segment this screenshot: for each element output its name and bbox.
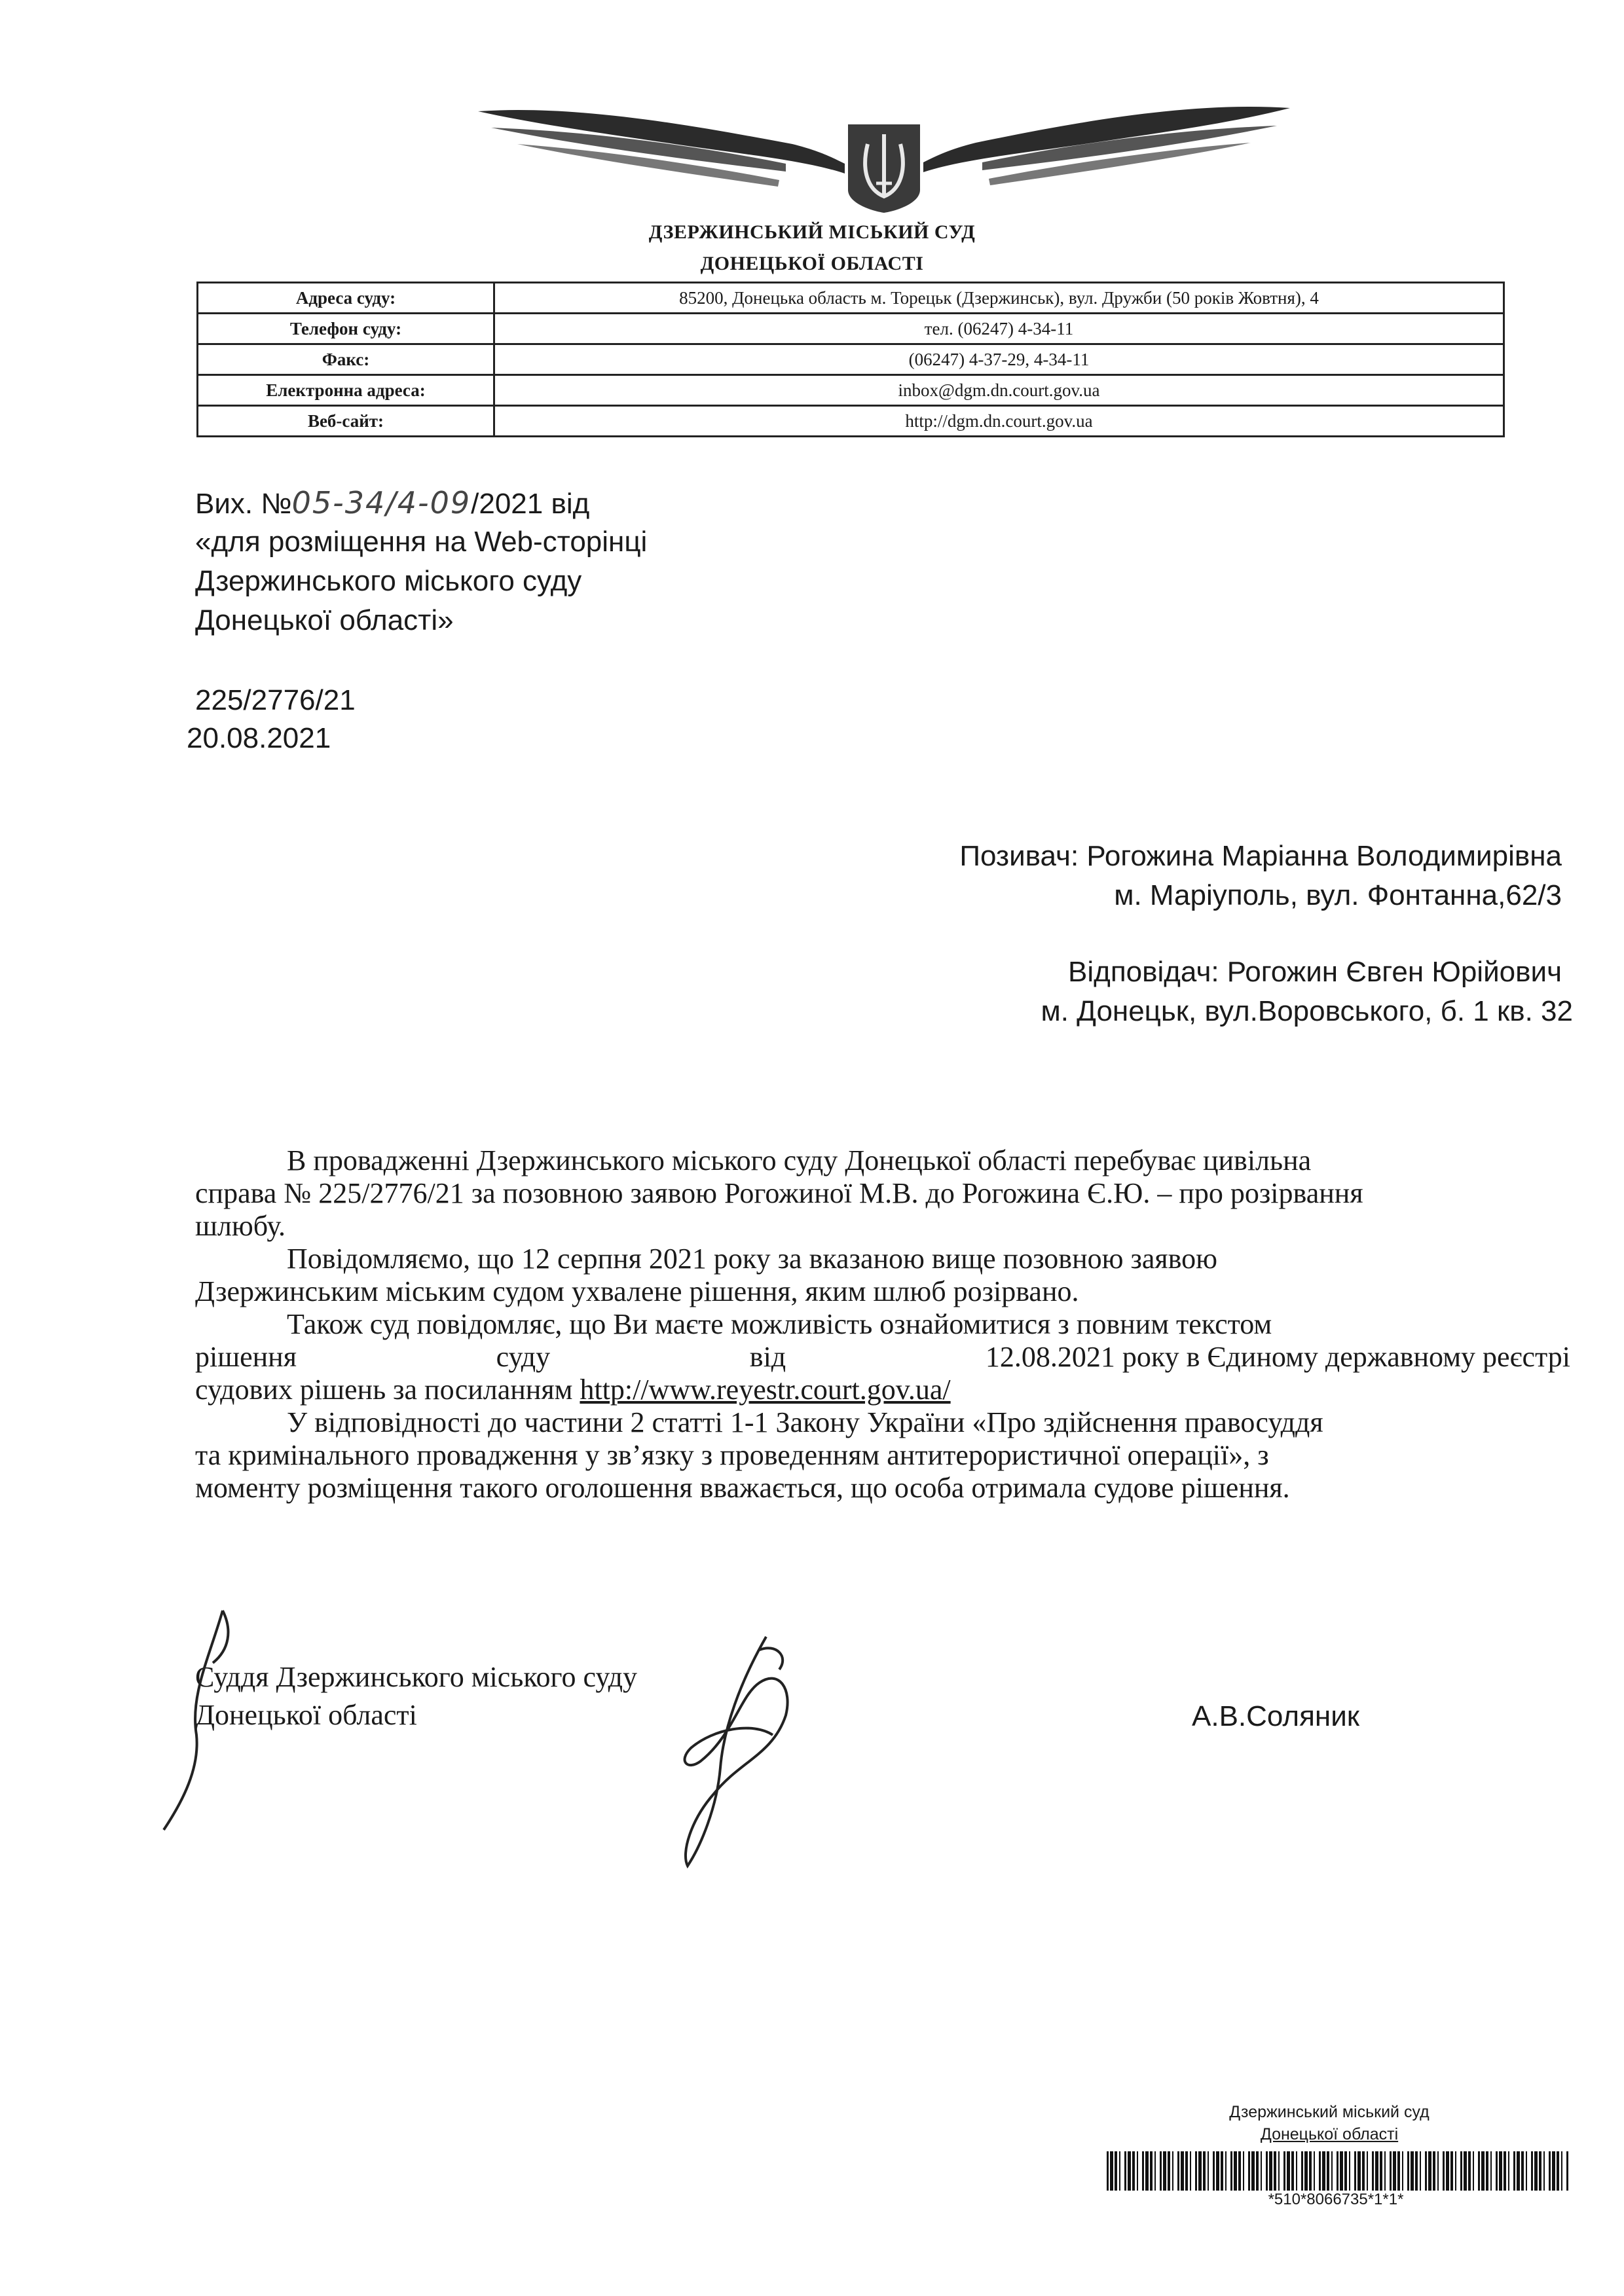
barcode-bar xyxy=(1261,2151,1262,2191)
barcode-bar xyxy=(1380,2151,1382,2191)
barcode-bar xyxy=(1198,2151,1202,2191)
table-row xyxy=(198,344,1504,375)
barcode-bar xyxy=(1526,2151,1527,2191)
stamp-court-name: Дзержинський міський суд xyxy=(1229,2103,1430,2121)
email-label: Електронна адреса: xyxy=(198,375,494,406)
barcode-bar xyxy=(1428,2151,1431,2191)
coat-of-arms-emblem xyxy=(478,98,1290,213)
letter-date: 20.08.2021 xyxy=(187,722,331,754)
barcode-bar xyxy=(1446,2151,1449,2191)
court-name: ДЗЕРЖИНСЬКИЙ МІСЬКИЙ СУД xyxy=(648,221,976,243)
barcode-bar xyxy=(1327,2151,1329,2191)
barcode-bar xyxy=(1367,2151,1368,2191)
paragraph-line: шлюбу. xyxy=(195,1210,286,1242)
barcode-bar xyxy=(1534,2151,1538,2191)
signature-stroke-left xyxy=(151,1604,242,1833)
stamp-region: Донецької області xyxy=(1260,2125,1399,2143)
paragraph-line: Дзержинським міським судом ухвалене рішення, яким шлюб розірвано. xyxy=(195,1275,1079,1307)
handwritten-number: 05-34/4-09 xyxy=(291,485,471,520)
barcode-bar xyxy=(1172,2151,1173,2191)
barcode-bar xyxy=(1531,2151,1533,2191)
barcode-bar xyxy=(1160,2151,1162,2191)
barcode-bar xyxy=(1362,2151,1365,2191)
judge-title: Суддя Дзержинського міського суду xyxy=(195,1661,638,1693)
body-text xyxy=(195,1144,1570,1504)
barcode-bar xyxy=(1190,2151,1191,2191)
email-value: inbox@dgm.dn.court.gov.ua xyxy=(494,375,1504,406)
phone-label: Телефон суду: xyxy=(198,314,494,344)
court-contacts-table xyxy=(196,282,1505,437)
barcode-bar xyxy=(1521,2151,1524,2191)
barcode-bar xyxy=(1331,2151,1333,2191)
barcode-bar xyxy=(1397,2151,1400,2191)
barcode-bar xyxy=(1437,2151,1439,2191)
barcode-bar xyxy=(1384,2151,1386,2191)
judge-name: А.В.Соляник xyxy=(1192,1700,1360,1732)
barcode-bar xyxy=(1225,2151,1227,2191)
barcode-bar xyxy=(1372,2151,1374,2191)
barcode-bar xyxy=(1481,2151,1485,2191)
barcode-bar xyxy=(1513,2151,1515,2191)
barcode xyxy=(1107,2151,1572,2191)
paragraph-line: та кримінального провадження у зв’язку з проведенням антитерористичної операції», з xyxy=(195,1439,1269,1471)
barcode-bar xyxy=(1163,2151,1166,2191)
address-value: 85200, Донецька область м. Торецьк (Дзержинськ), вул. Дружби (50 років Жовтня), 4 xyxy=(494,283,1504,314)
barcode-bar xyxy=(1248,2151,1250,2191)
barcode-bar xyxy=(1203,2151,1206,2191)
barcode-bar xyxy=(1266,2151,1268,2191)
barcode-bar xyxy=(1433,2151,1435,2191)
barcode-bar xyxy=(1115,2151,1117,2191)
barcode-bar xyxy=(1132,2151,1135,2191)
barcode-bar xyxy=(1213,2151,1215,2191)
paragraph-line: Також суд повідомляє, що Ви маєте можливість ознайомитися з повним текстом xyxy=(287,1308,1272,1340)
barcode-bar xyxy=(1539,2151,1541,2191)
plaintiff-name: Позивач: Рогожина Маріанна Володимирівна xyxy=(959,840,1562,872)
barcode-bar xyxy=(1145,2151,1149,2191)
barcode-bar xyxy=(1181,2151,1184,2191)
website-value: http://dgm.dn.court.gov.ua xyxy=(494,406,1504,437)
barcode-bar xyxy=(1375,2151,1378,2191)
barcode-bar xyxy=(1137,2151,1138,2191)
paragraph-line: У відповідності до частини 2 статті 1-1 Закону України «Про здійснення правосуддя xyxy=(287,1406,1323,1438)
registry-link[interactable]: http://www.reyestr.court.gov.ua/ xyxy=(580,1374,951,1406)
word: від xyxy=(749,1341,786,1373)
barcode-bar xyxy=(1508,2151,1509,2191)
barcode-bar xyxy=(1354,2151,1356,2191)
paragraph-line xyxy=(195,1374,1570,1406)
barcode-bar xyxy=(1119,2151,1120,2191)
barcode-bar xyxy=(1561,2151,1562,2191)
table-row xyxy=(198,314,1504,344)
barcode-bar xyxy=(1415,2151,1418,2191)
barcode-bar xyxy=(1517,2151,1520,2191)
barcode-bar xyxy=(1340,2151,1343,2191)
barcode-bar xyxy=(1154,2151,1156,2191)
barcode-bar xyxy=(1496,2151,1498,2191)
phone-value: тел. (06247) 4-34-11 xyxy=(494,314,1504,344)
barcode-text: *510*8066735*1*1* xyxy=(1268,2191,1404,2208)
barcode-bar xyxy=(1238,2151,1241,2191)
barcode-bar xyxy=(1256,2151,1259,2191)
paragraph-line: справа № 225/2776/21 за позовною заявою Рогожиної М.В. до Рогожина Є.Ю. – про розірвання xyxy=(195,1177,1363,1209)
judge-title-region: Донецької області xyxy=(195,1699,417,1731)
barcode-bar xyxy=(1168,2151,1170,2191)
barcode-bar xyxy=(1402,2151,1403,2191)
word: рішення xyxy=(195,1341,297,1373)
barcode-bar xyxy=(1185,2151,1188,2191)
purpose-line: Донецької області» xyxy=(195,604,454,636)
defendant-address: м. Донецьк, вул.Воровського, б. 1 кв. 32 xyxy=(1041,995,1573,1027)
barcode-bar xyxy=(1420,2151,1421,2191)
barcode-bar xyxy=(1124,2151,1126,2191)
link-intro: судових рішень за посиланням xyxy=(195,1374,573,1406)
paragraph-line xyxy=(195,1341,1570,1374)
barcode-bar xyxy=(1142,2151,1144,2191)
paragraph-line: моменту розміщення такого оголошення вважається, що особа отримала судове рішення. xyxy=(195,1472,1290,1504)
plaintiff-address: м. Маріуполь, вул. Фонтанна,62/3 xyxy=(1114,879,1562,911)
barcode-bar xyxy=(1450,2151,1453,2191)
barcode-bar xyxy=(1234,2151,1237,2191)
barcode-bar xyxy=(1411,2151,1414,2191)
barcode-bar xyxy=(1309,2151,1312,2191)
table-row xyxy=(198,375,1504,406)
barcode-bar xyxy=(1110,2151,1113,2191)
court-region: ДОНЕЦЬКОЇ ОБЛАСТІ xyxy=(700,253,924,274)
table-row xyxy=(198,406,1504,437)
barcode-bar xyxy=(1287,2151,1290,2191)
barcode-bar xyxy=(1566,2151,1568,2191)
barcode-bar xyxy=(1357,2151,1361,2191)
barcode-bar xyxy=(1464,2151,1467,2191)
barcode-bar xyxy=(1195,2151,1197,2191)
barcode-bar xyxy=(1150,2151,1153,2191)
barcode-bar xyxy=(1552,2151,1555,2191)
barcode-bar xyxy=(1216,2151,1219,2191)
barcode-bar xyxy=(1543,2151,1545,2191)
barcode-bar xyxy=(1455,2151,1456,2191)
barcode-bar xyxy=(1557,2151,1559,2191)
barcode-bar xyxy=(1425,2151,1427,2191)
barcode-bar xyxy=(1468,2151,1471,2191)
table-row xyxy=(198,283,1504,314)
barcode-bar xyxy=(1443,2151,1445,2191)
barcode-bar xyxy=(1349,2151,1350,2191)
barcode-bar xyxy=(1291,2151,1294,2191)
barcode-bar xyxy=(1208,2151,1209,2191)
website-label: Веб-сайт: xyxy=(198,406,494,437)
barcode-bar xyxy=(1490,2151,1492,2191)
barcode-bar xyxy=(1283,2151,1285,2191)
word: 12.08.2021 року в Єдиному державному реєстрі xyxy=(985,1341,1570,1373)
barcode-bar xyxy=(1221,2151,1223,2191)
barcode-bar xyxy=(1549,2151,1551,2191)
barcode-bar xyxy=(1128,2151,1131,2191)
paragraph-line: Повідомляємо, що 12 серпня 2021 року за вказаною вище позовною заявою xyxy=(287,1243,1217,1275)
purpose-line: «для розміщення на Web-сторінці xyxy=(195,526,648,558)
barcode-bar xyxy=(1251,2151,1255,2191)
barcode-bar xyxy=(1322,2151,1325,2191)
outgoing-suffix: /2021 від xyxy=(471,488,590,520)
barcode-bar xyxy=(1107,2151,1109,2191)
barcode-bar xyxy=(1243,2151,1244,2191)
barcode-bar xyxy=(1390,2151,1392,2191)
barcode-bar xyxy=(1393,2151,1396,2191)
barcode-bar xyxy=(1460,2151,1462,2191)
barcode-bar xyxy=(1301,2151,1303,2191)
fax-label: Факс: xyxy=(198,344,494,375)
barcode-bar xyxy=(1344,2151,1347,2191)
barcode-bar xyxy=(1269,2151,1272,2191)
barcode-bar xyxy=(1504,2151,1506,2191)
barcode-bar xyxy=(1230,2151,1232,2191)
barcode-bar xyxy=(1177,2151,1179,2191)
fax-value: (06247) 4-37-29, 4-34-11 xyxy=(494,344,1504,375)
barcode-bar xyxy=(1314,2151,1315,2191)
outgoing-prefix: Вих. № xyxy=(195,488,292,520)
word: суду xyxy=(496,1341,551,1373)
barcode-bar xyxy=(1407,2151,1409,2191)
barcode-bar xyxy=(1486,2151,1488,2191)
barcode-bar xyxy=(1278,2151,1280,2191)
barcode-bar xyxy=(1274,2151,1276,2191)
handwritten-signature xyxy=(661,1630,805,1872)
case-number: 225/2776/21 xyxy=(195,684,356,716)
barcode-bar xyxy=(1337,2151,1338,2191)
paragraph-line: В провадженні Дзержинського міського суду Донецької області перебуває цивільна xyxy=(287,1144,1312,1176)
barcode-bar xyxy=(1499,2151,1502,2191)
address-label: Адреса суду: xyxy=(198,283,494,314)
purpose-line: Дзержинського міського суду xyxy=(195,565,582,597)
barcode-bar xyxy=(1319,2151,1321,2191)
barcode-bar xyxy=(1473,2151,1474,2191)
barcode-bar xyxy=(1304,2151,1308,2191)
barcode-bar xyxy=(1478,2151,1480,2191)
outgoing-number xyxy=(195,483,589,524)
defendant-name: Відповідач: Рогожин Євген Юрійович xyxy=(1068,956,1562,988)
barcode-bar xyxy=(1296,2151,1297,2191)
